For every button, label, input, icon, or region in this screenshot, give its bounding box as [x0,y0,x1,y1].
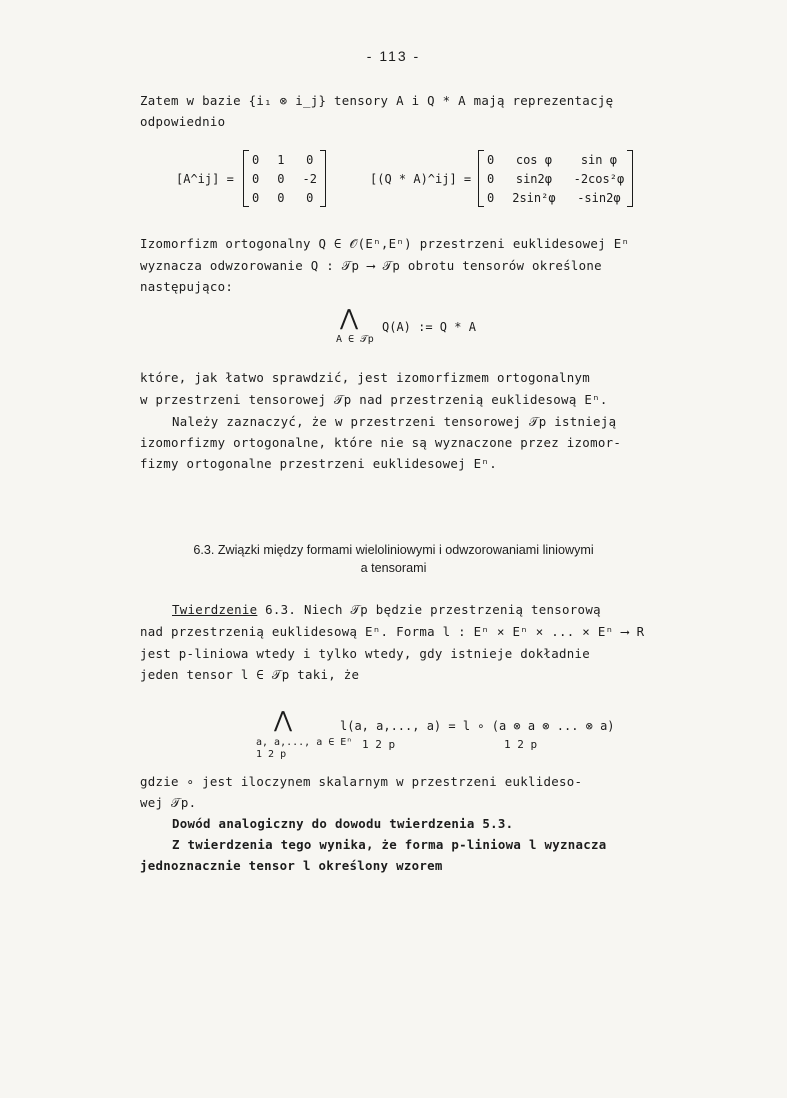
text-line: które, jak łatwo sprawdzić, jest izomorfizmem ortogonalnym [140,370,591,385]
text-line: jednoznacznie tensor l określony wzorem [140,858,443,873]
section-heading-cont: a tensorami [360,561,427,575]
text-line: Izomorfizm ortogonalny Q ∈ 𝒪(Eⁿ,Eⁿ) przestrzeni euklidesowej Eⁿ [140,236,630,251]
text-line: jest p-liniowa wtedy i tylko wtedy, gdy istnieje dokładnie [140,646,591,661]
formula-subscript: a, a,..., a ∈ Eⁿ [256,737,353,748]
theorem-number: 6.3. [265,602,297,617]
matrix-cell: sin2φ [515,171,552,186]
theorem-label: Twierdzenie [172,602,258,617]
formula-body: Q(A) := Q * A [382,320,476,334]
text-line: wej 𝒯p. [140,795,197,810]
matrix-cell: 2sin²φ [512,190,556,205]
text-line: wyznacza odwzorowanie Q : 𝒯p ⟶ 𝒯p obrotu tensorów określone [140,258,602,273]
text-line: izomorfizmy ortogonalne, które nie są wyznaczone przez izomor- [140,435,622,450]
text-line: gdzie ∘ jest iloczynem skalarnym w przestrzeni euklideso- [140,774,583,789]
matrix-cell: cos φ [515,152,552,167]
matrix-cell: 0 [252,152,260,167]
matrix-cell: 0 [487,171,495,186]
page-number: - 113 - [366,48,421,64]
text-line: fizmy ortogonalne przestrzeni euklidesowej Eⁿ. [140,456,497,471]
theorem-line [172,602,601,618]
section-heading: 6.3. Związki między formami wieloliniowymi i odwzorowaniami liniowymi [193,543,594,557]
text-line: Dowód analogiczny do dowodu twierdzenia 5.3. [172,816,514,831]
text-line: w przestrzeni tensorowej 𝒯p nad przestrzenią euklidesową Eⁿ. [140,392,608,407]
matrix-cell: 1 [277,152,285,167]
formula-body: l(a, a,..., a) = l ∘ (a ⊗ a ⊗ ... ⊗ a) [340,719,615,733]
text-line: Należy zaznaczyć, że w przestrzeni tensorowej 𝒯p istnieją [172,414,617,429]
matrix-cell: 0 [487,190,495,205]
formula-subscript-indices: 1 2 p [256,749,287,760]
matrix-cell: -2 [302,171,317,186]
text-line: nad przestrzenią euklidesową Eⁿ. Forma l : Eⁿ × Eⁿ × ... × Eⁿ ⟶ R [140,624,645,639]
matrix-cell: 0 [277,171,285,186]
text-line: odpowiednio [140,114,226,129]
formula-body-indices: 1 2 p [362,738,396,751]
theorem-text: Niech 𝒯p będzie przestrzenią tensorową [303,602,601,617]
matrix-cell: 0 [277,190,285,205]
matrix-cell: -2cos²φ [573,171,625,186]
text-line: jeden tensor l ∈ 𝒯p taki, że [140,667,360,682]
formula-body-indices: 1 2 p [504,738,538,751]
matrix-cell: -sin2φ [577,190,621,205]
matrix-cell: 0 [306,190,314,205]
formula-subscript: A ∈ 𝒯p [336,334,374,345]
matrix-cell: sin φ [580,152,617,167]
matrix-cell: 0 [487,152,495,167]
text-line: Zatem w bazie {i₁ ⊗ i_j} tensory A i Q * A mają reprezentację [140,93,614,108]
matrix-a [243,150,326,207]
matrix-cell: 0 [306,152,314,167]
wedge-quantifier: ⋀ [340,306,359,331]
matrix-cell: 0 [252,190,260,205]
text-line: następująco: [140,279,234,294]
matrix-qa-label: [(Q * A)^ij] = [370,172,472,186]
matrix-cell: 0 [252,171,260,186]
matrix-a-label: [A^ij] = [176,172,234,186]
matrix-qa [478,150,633,207]
text-line: Z twierdzenia tego wynika, że forma p-liniowa l wyznacza [172,837,607,852]
wedge-quantifier: ⋀ [274,708,293,733]
